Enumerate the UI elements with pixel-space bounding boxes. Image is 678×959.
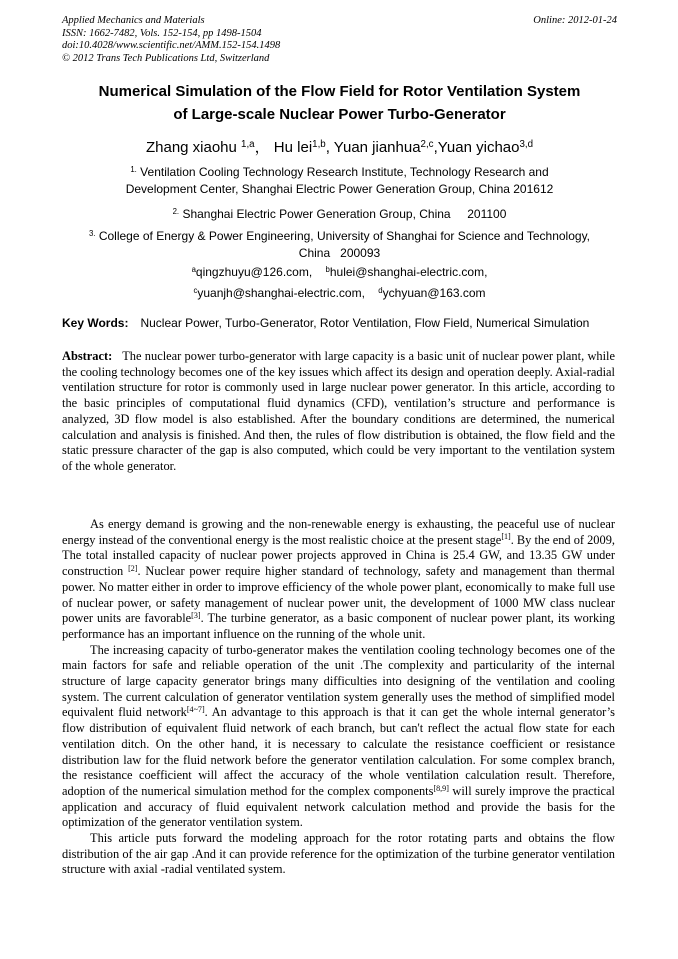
affiliation-number: 3. xyxy=(88,228,96,238)
title-line-1: Numerical Simulation of the Flow Field for Rotor Ventilation System xyxy=(98,83,581,100)
affiliation-text: Development Center, Shanghai Electric Power Generation Group, China 201612 xyxy=(125,182,554,196)
journal-header xyxy=(62,15,617,65)
email-marker: a xyxy=(191,264,196,274)
email-address: qingzhuyu@126.com, xyxy=(195,265,313,279)
author-marker: 1,b xyxy=(312,138,326,150)
email-marker: c xyxy=(193,285,198,295)
author-name: Yuan yichao xyxy=(437,139,520,156)
email-address: yuanjh@shanghai-electric.com, xyxy=(197,286,365,300)
email-marker: b xyxy=(325,264,330,274)
abstract xyxy=(62,349,615,475)
keywords-text: Nuclear Power, Turbo-Generator, Rotor Ventilation, Flow Field, Numerical Simulation xyxy=(140,316,590,330)
affiliation-2 xyxy=(62,206,617,223)
email-address: hulei@shanghai-electric.com, xyxy=(329,265,488,279)
abstract-text: The nuclear power turbo-generator with large capacity is a basic unit of nuclear power plant, while the cooling technology becomes one of the key issues which affect its design and operation deeply. Axial-radial ventilation structure for rotor is commonly used in large nuclear power generator. In this article, according to the basic principles of computational fluid dynamics (CFD), ventilation’s structure and performance is analyzed, 3D flow model is also established. After the boundary conditions are determined, the numerical calculation and analysis is finished. And then, the rules of flow distribution is obtained, the flow field and the static pressure character of the gap is also computed, which could be very important to the ventilation system of the whole generator. xyxy=(62,349,615,473)
author-name: Hu lei xyxy=(273,139,313,156)
intro-text: As energy demand is growing and the non-renewable energy is exhausting, the peaceful use of nuclear energy instead of the conventional energy is the most realistic choice at the present stage xyxy=(62,517,615,547)
keywords xyxy=(62,315,617,331)
affiliation-text: Shanghai Electric Power Generation Group, China 201100 xyxy=(182,207,507,221)
intro-text: The increasing capacity of turbo-generator makes the ventilation cooling technology becomes one of the main factors for safe and reliable operation of the unit .The complexity and particularity of the internal structure of large capacity generator brings many difficulties into designing of the ventilation and cooling system. The current calculation of generator ventilation system generally uses the method of simplified model equivalent fluid network xyxy=(62,642,615,720)
intro-text: . The turbine generator, as a basic component of nuclear power plant, its working performance has an important influence on the running of the whole unit. xyxy=(62,611,615,641)
affiliation-3 xyxy=(62,228,617,262)
journal-name: Applied Mechanics and Materials xyxy=(62,15,205,26)
intro-text: . By the end of 2009, The total installed capacity of nuclear power projects approved in China is 25.4 GW, and 13.35 GW under construction xyxy=(62,532,615,579)
affiliation-number: 2. xyxy=(172,206,180,216)
author-list xyxy=(62,138,617,158)
email-marker: d xyxy=(378,285,383,295)
citation: [2] xyxy=(128,563,138,573)
author-name: Zhang xiaohu xyxy=(145,139,237,156)
email-list xyxy=(62,264,617,302)
intro-paragraph-3: This article puts forward the modeling approach for the rotor rotating parts and obtains the flow distribution of the air gap .And it can provide reference for the optimization of the turbine generator ventilation structure with axial -radial ventilated system. xyxy=(62,831,615,877)
intro-text: . Nuclear power require higher standard of technology, safety and management than thermal power. No matter either in order to improve efficiency of the whole power plant, economically to make full use of nuclear power, or safety management of nuclear power unit, the development of 1000 MW class nuclear power units are favorable xyxy=(62,564,615,626)
intro-text: . An advantage to this approach is that it can get the whole internal generator’s flow distribution of equivalent fluid network of each branch, but can't reflect the actual flow state for each ventilation ditch. On the other hand, it is necessary to calculate the resistance coefficient or resistance distribution law for the fluid network before the generator ventilation calculation. For some complex branch, the resistance coefficient will affect the accuracy of the whole ventilation calculation result. Therefore, adoption of the numerical simulation method for the complex components xyxy=(62,705,615,798)
paper-title xyxy=(62,80,617,126)
affiliation-number: 1. xyxy=(130,164,137,174)
journal-copyright: © 2012 Trans Tech Publications Ltd, Switzerland xyxy=(62,52,270,64)
keywords-label: Key Words: xyxy=(62,316,129,330)
journal-issn: ISSN: 1662-7482, Vols. 152-154, pp 1498-1504 xyxy=(62,27,262,39)
affiliation-text: Ventilation Cooling Technology Research Institute, Technology Research and xyxy=(140,165,549,179)
citation: [8,9] xyxy=(433,783,449,793)
title-line-2: of Large-scale Nuclear Power Turbo-Generator xyxy=(173,106,506,123)
affiliation-text: China 200093 xyxy=(298,246,381,260)
author-separator: ， xyxy=(254,139,270,156)
intro-paragraph-2 xyxy=(62,643,615,831)
online-date: Online: 2012-01-24 xyxy=(533,15,617,26)
author-marker: 1,a xyxy=(241,138,255,150)
citation: [3] xyxy=(191,610,201,620)
author-marker: 2,c xyxy=(420,138,434,150)
author-marker: 3,d xyxy=(519,138,534,150)
abstract-label: Abstract: xyxy=(62,349,113,363)
email-address: ychyuan@163.com xyxy=(382,286,486,300)
author-separator: , xyxy=(433,139,438,156)
introduction xyxy=(62,517,615,878)
intro-paragraph-1 xyxy=(62,517,615,643)
affiliation-1 xyxy=(62,164,617,198)
author-name: Yuan jianhua xyxy=(333,139,421,156)
citation: [4~7] xyxy=(186,705,205,715)
affiliation-text: College of Energy & Power Engineering, University of Shanghai for Science and Technology, xyxy=(98,229,591,243)
intro-text: will surely improve the practical application and accuracy of fluid equivalent network calculation method and provide the basis for the optimization of the generator ventilation system. xyxy=(62,783,615,830)
citation: [1] xyxy=(501,532,511,542)
author-separator: , xyxy=(325,139,334,156)
journal-doi: doi:10.4028/www.scientific.net/AMM.152-154.1498 xyxy=(62,40,281,51)
